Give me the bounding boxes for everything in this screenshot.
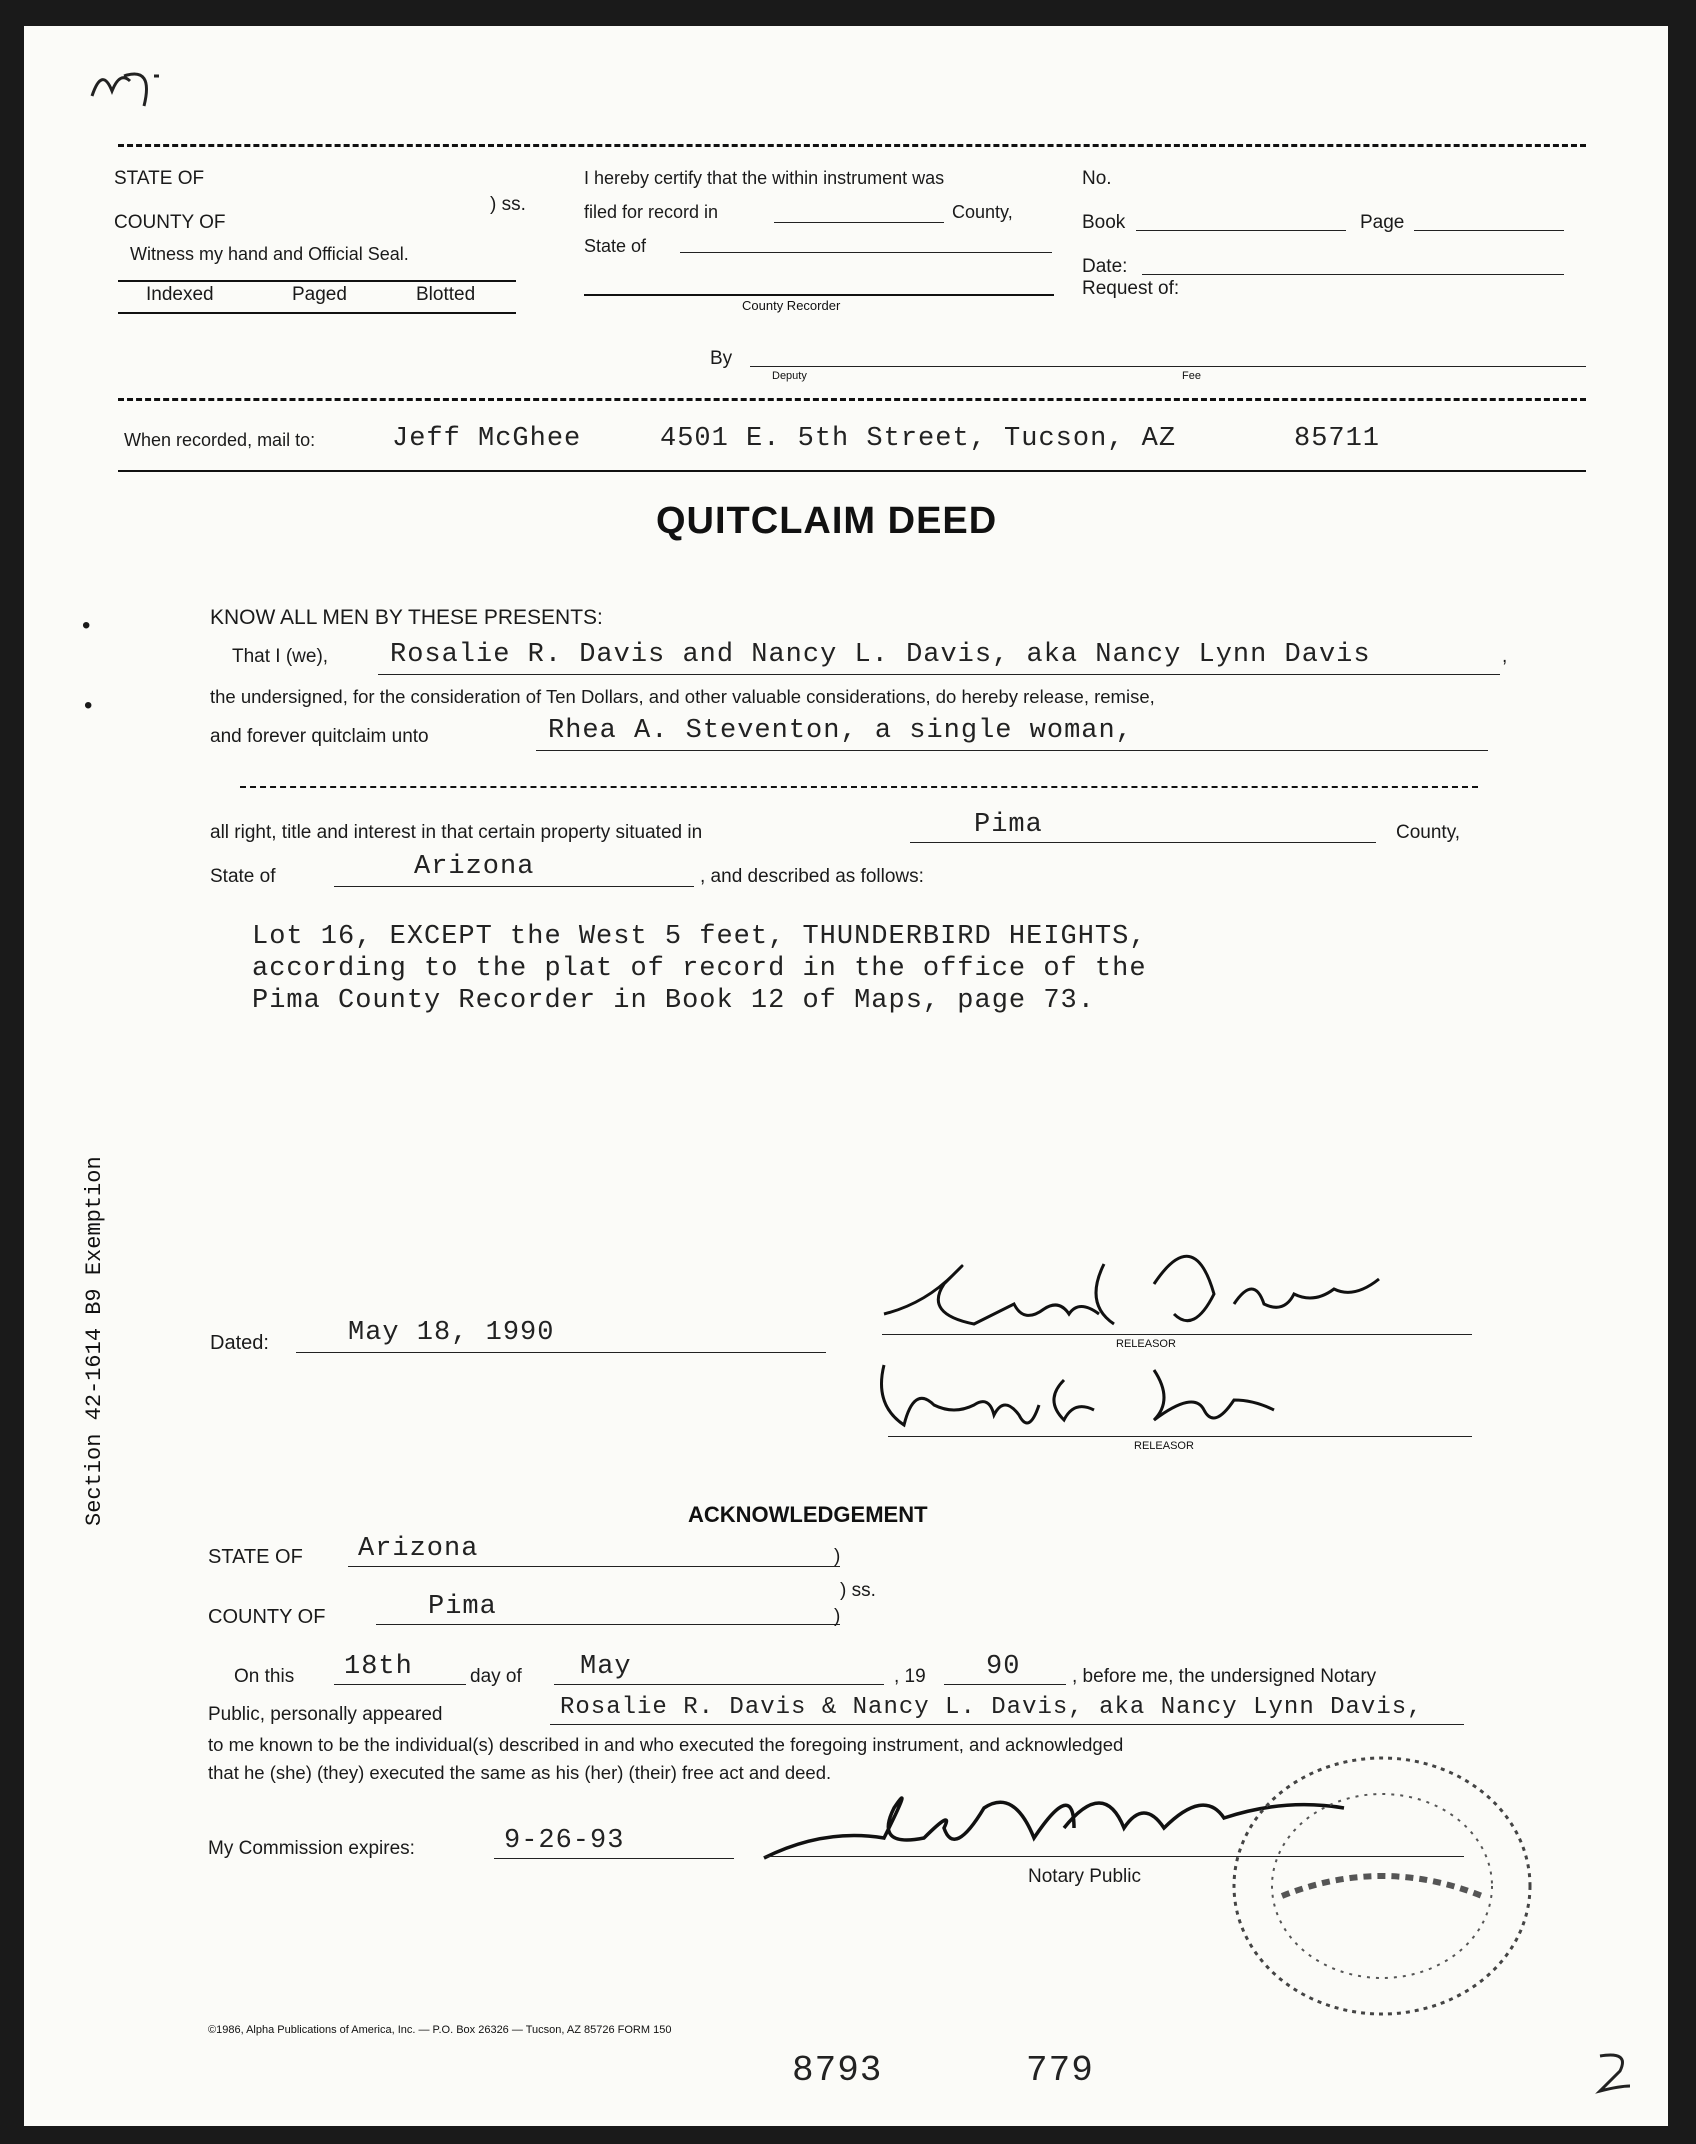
before-me-text: , before me, the undersigned Notary	[1072, 1666, 1377, 1687]
recording-number-2: 779	[1026, 2050, 1094, 2091]
grantee: Rhea A. Steventon, a single woman,	[548, 716, 1133, 746]
corner-scribble	[84, 56, 204, 126]
acknowledgement-heading: ACKNOWLEDGEMENT	[688, 1502, 928, 1527]
commission-expires: 9-26-93	[504, 1826, 625, 1856]
deed-page	[24, 26, 1668, 2126]
mail-to-address: 4501 E. 5th Street, Tucson, AZ	[660, 424, 1177, 454]
paged-label: Paged	[292, 284, 347, 305]
ack-day: 18th	[344, 1652, 413, 1682]
witness-label: Witness my hand and Official Seal.	[130, 244, 409, 264]
book-label: Book	[1082, 212, 1126, 233]
corner-mark	[1590, 2046, 1640, 2096]
header-top-rule	[118, 144, 1586, 147]
mail-to-label: When recorded, mail to:	[124, 430, 316, 450]
consideration-text: the undersigned, for the consideration of Ten Dollars, and other valuable considerations, do hereby release, remise,	[210, 686, 1155, 707]
releasor-signature-2	[864, 1350, 1344, 1440]
deputy-label: Deputy	[772, 370, 807, 382]
fee-label: Fee	[1182, 370, 1201, 382]
state-of-label: STATE OF	[114, 168, 205, 189]
margin-dot-2: •	[84, 692, 93, 719]
filed-text: filed for record in	[584, 202, 719, 222]
ack-state-label: STATE OF	[208, 1546, 303, 1568]
ack-ss: ) ss.	[840, 1580, 876, 1601]
dated-label: Dated:	[210, 1332, 269, 1354]
property-text: all right, title and interest in that certain property situated in	[210, 822, 703, 843]
exemption-note: Section 42-1614 B9 Exemption	[82, 1156, 107, 1526]
on-this-label: On this	[234, 1666, 295, 1687]
publisher-imprint: ©1986, Alpha Publications of America, Inc. — P.O. Box 26326 — Tucson, AZ 85726 FORM 150	[208, 2024, 672, 2036]
ss-label: ) ss.	[490, 194, 526, 215]
quitclaim-unto-label: and forever quitclaim unto	[210, 726, 429, 747]
grantors: Rosalie R. Davis and Nancy L. Davis, aka Nancy Lynn Davis	[390, 640, 1371, 670]
ack-state-value: Arizona	[358, 1534, 479, 1564]
no-label: No.	[1082, 168, 1112, 189]
day-of-label: day of	[470, 1666, 522, 1687]
legal-description-line-2: according to the plat of record in the office of the	[252, 954, 1147, 984]
county-of-label: COUNTY OF	[114, 212, 226, 233]
year-prefix: , 19	[894, 1666, 926, 1687]
county-label-body: County,	[1396, 822, 1461, 843]
request-of-label: Request of:	[1082, 278, 1180, 299]
notary-public-label: Notary Public	[1028, 1866, 1141, 1887]
that-i-we-label: That I (we),	[232, 646, 329, 667]
ack-text-1: to me known to be the individual(s) described in and who executed the foregoing instrument, and acknowledged	[208, 1734, 1124, 1755]
recording-number-1: 8793	[792, 2050, 883, 2091]
date-label: Date:	[1082, 256, 1128, 277]
page-label: Page	[1360, 212, 1405, 233]
property-county: Pima	[974, 810, 1043, 840]
know-all-men: KNOW ALL MEN BY THESE PRESENTS:	[210, 606, 603, 629]
certify-text: I hereby certify that the within instrument was	[584, 168, 945, 188]
ack-county-label: COUNTY OF	[208, 1606, 326, 1628]
legal-description-line-3: Pima County Recorder in Book 12 of Maps, page 73.	[252, 986, 1095, 1016]
state-of-label-mid: State of	[584, 236, 647, 256]
releasor-label-2: RELEASOR	[1134, 1440, 1194, 1452]
dated-value: May 18, 1990	[348, 1318, 555, 1348]
personally-appeared-label: Public, personally appeared	[208, 1704, 443, 1725]
comma: ,	[1502, 646, 1508, 667]
ack-text-2: that he (she) (they) executed the same as his (her) (their) free act and deed.	[208, 1762, 832, 1783]
described-label: , and described as follows:	[700, 866, 924, 887]
blotted-label: Blotted	[416, 284, 476, 305]
legal-description-line-1: Lot 16, EXCEPT the West 5 feet, THUNDERBIRD HEIGHTS,	[252, 922, 1147, 952]
paren-2: )	[834, 1606, 841, 1627]
ack-year: 90	[986, 1652, 1021, 1682]
paren-1: )	[834, 1546, 841, 1567]
indexed-label: Indexed	[146, 284, 214, 305]
by-label: By	[710, 348, 733, 369]
notary-seal	[1222, 1746, 1542, 2036]
county-recorder-label: County Recorder	[742, 298, 841, 313]
margin-dot: •	[82, 612, 91, 639]
ack-persons: Rosalie R. Davis & Nancy L. Davis, aka Nancy Lynn Davis,	[560, 1694, 1423, 1721]
ack-month: May	[580, 1652, 632, 1682]
commission-label: My Commission expires:	[208, 1838, 415, 1859]
state-of-label-body: State of	[210, 866, 276, 887]
ack-county-value: Pima	[428, 1592, 497, 1622]
mail-to-name: Jeff McGhee	[392, 424, 582, 454]
document-title: QUITCLAIM DEED	[656, 500, 998, 542]
county-label-top: County,	[952, 202, 1013, 222]
property-state: Arizona	[414, 852, 535, 882]
releasor-label-1: RELEASOR	[1116, 1338, 1176, 1350]
mail-to-zip: 85711	[1294, 424, 1381, 454]
